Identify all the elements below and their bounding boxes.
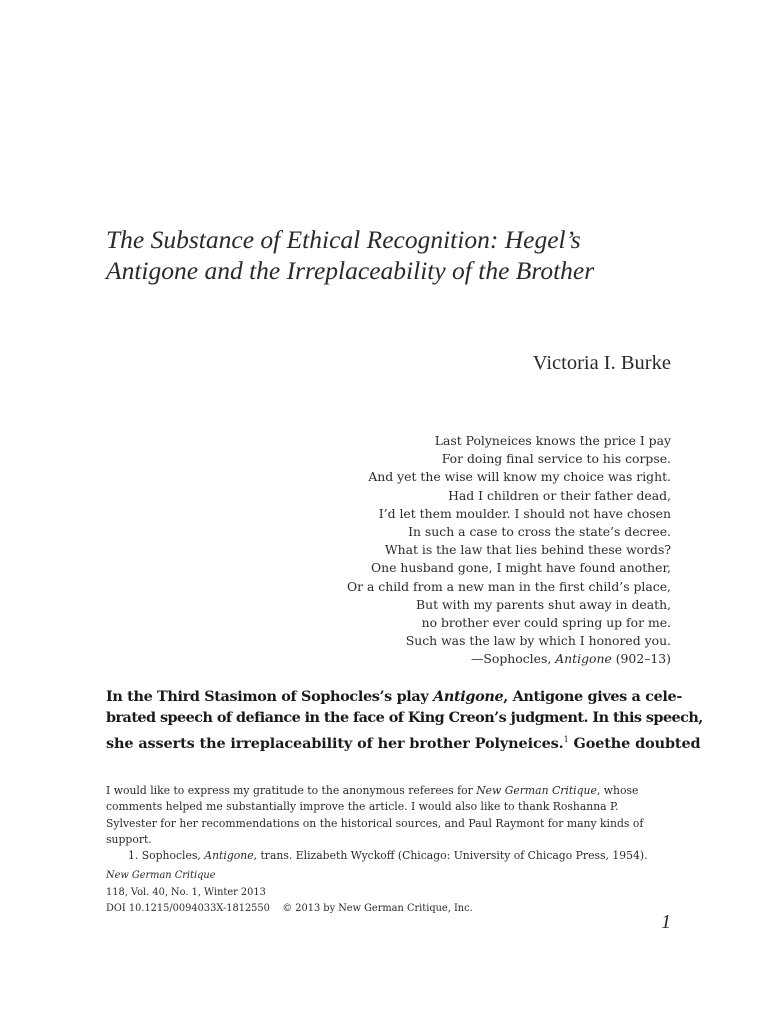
epigraph: [251, 432, 671, 669]
author-name: Victoria I. Burke: [532, 352, 671, 374]
play-title: Antigone: [433, 688, 504, 705]
paragraph-text: In the Third Stasimon of Sophocles’s play: [106, 688, 434, 705]
paragraph-text: Goethe doubted: [568, 734, 701, 752]
footnotes: [106, 783, 672, 864]
journal-name: New German Critique: [106, 870, 216, 881]
journal-info: [106, 868, 473, 918]
epigraph-line: But with my parents shut away in death,: [416, 596, 671, 612]
paragraph-line: [106, 729, 701, 754]
epigraph-line: Or a child from a new man in the first child’s place,: [346, 578, 671, 594]
epigraph-line: In such a case to cross the state’s decree.: [408, 524, 671, 540]
acknowledgment-line: Sylvester for her recommendations on the historical sources, and Paul Raymont for many kinds of: [106, 816, 644, 830]
footnote-work-title: Antigone: [204, 849, 254, 863]
footnote-1: [106, 848, 672, 864]
acknowledgment-line: support.: [106, 832, 152, 846]
page-number: 1: [661, 911, 671, 933]
epigraph-line: Had I children or their father dead,: [448, 487, 671, 503]
epigraph-line: Such was the law by which I honored you.: [405, 633, 671, 649]
acknowledgment-text: , whose: [596, 784, 639, 797]
attribution-line-reference: (902–13): [611, 651, 671, 667]
epigraph-line: And yet the wise will know my choice was right.: [368, 469, 671, 485]
paragraph-line: brated speech of defiance in the face of King Creon’s judgment. In this speech,: [106, 709, 703, 727]
acknowledgment-line: comments helped me substantially improve the article. I would also like to thank Roshanna P.: [106, 800, 619, 814]
paragraph-line: [106, 686, 682, 707]
footnote-text: 1. Sophocles,: [128, 849, 205, 863]
epigraph-line: One husband gone, I might have found another,: [371, 560, 671, 576]
paragraph-text: , Antigone gives a cele-: [503, 688, 682, 705]
journal-issue-line: [106, 868, 473, 901]
doi-copyright-line: DOI 10.1215/0094033X-1812550 © 2013 by New German Critique, Inc.: [106, 903, 473, 914]
opening-paragraph: [106, 686, 703, 754]
paragraph-text: she asserts the irreplaceability of her brother Polyneices.: [106, 734, 564, 752]
journal-issue: 118, Vol. 40, No. 1, Winter 2013: [106, 886, 266, 898]
epigraph-line: Last Polyneices knows the price I pay: [434, 433, 671, 448]
acknowledgment-line: [106, 783, 672, 799]
epigraph-line: For doing final service to his corpse.: [441, 451, 671, 467]
footnote-reference[interactable]: 1: [563, 734, 569, 744]
epigraph-line: I’d let them moulder. I should not have chosen: [378, 505, 671, 521]
epigraph-line: What is the law that lies behind these words?: [384, 542, 671, 558]
epigraph-line: no brother ever could spring up for me.: [421, 615, 671, 631]
footnote-text: , trans. Elizabeth Wyckoff (Chicago: University of Chicago Press, 1954).: [253, 849, 648, 863]
journal-title: New German Critique: [476, 784, 597, 797]
article-title: [106, 224, 706, 286]
article-title-line-2: Antigone and the Irreplaceability of the Brother: [106, 256, 595, 285]
attribution-prefix: —Sophocles,: [471, 651, 556, 667]
acknowledgment-text: I would like to express my gratitude to the anonymous referees for: [106, 784, 477, 797]
attribution-work-title: Antigone: [555, 651, 612, 667]
article-title-line-1: The Substance of Ethical Recognition: Hegel’s: [106, 225, 581, 254]
epigraph-attribution: [251, 650, 671, 668]
